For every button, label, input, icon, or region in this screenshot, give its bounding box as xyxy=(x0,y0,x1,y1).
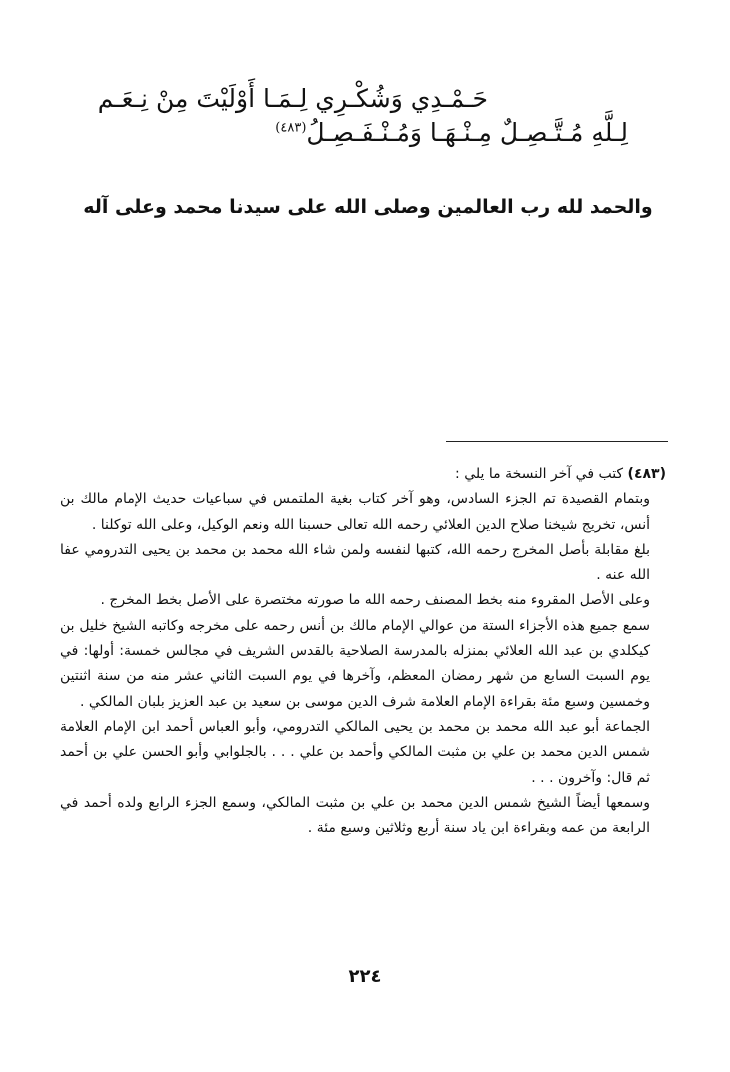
footnote-intro: كتب في آخر النسخة ما يلي : xyxy=(455,466,624,482)
footnote-block xyxy=(60,462,666,841)
page-number: ٢٢٤ xyxy=(348,966,382,987)
footnote-paragraph: وبتمام القصيدة تم الجزء السادس، وهو آخر كتاب بغية الملتمس في سباعيات حديث الإمام مالك بن أنس، تخريج شيخنا صلاح الدين العلائي رحمه الله تعالى حسبنا الله ونعم الوكيل، وعلى الله توكلنا . xyxy=(60,491,650,533)
poem-verse-second-hemistich xyxy=(275,118,628,147)
footnote-paragraph: الجماعة أبو عبد الله محمد بن محمد بن يحيى المالكي التدرومي، وأبو العباس أحمد ابن الإمام العلامة شمس الدين محمد بن علي بن مثبت المالكي وأحمد بن علي . . . بالجلوابي وأبو الحسن علي بن أحمد ثم قال: وآخرون . . . xyxy=(60,718,650,786)
footnote-separator-rule xyxy=(446,441,668,442)
footnote-heading xyxy=(60,462,666,487)
footnote-reference-marker: (٤٨٣) xyxy=(275,120,307,136)
poem-verse-first-hemistich xyxy=(98,84,488,113)
footnote-paragraph: بلغ مقابلة بأصل المخرج رحمه الله، كتبها لنفسه ولمن شاء الله محمد بن محمد بن يحيى التدرومي عفا الله عنه . xyxy=(60,541,650,584)
closing-doxology: والحمد لله رب العالمين وصلى الله على سيدنا محمد وعلى آله xyxy=(83,196,653,218)
verse-line-2-text: لِـلَّهِ مُـتَّـصِـلٌ مِـنْـهَـا وَمُـنْـفَـصِـلُ xyxy=(306,118,628,147)
footnote-paragraph: وسمعها أيضاً الشيخ شمس الدين محمد بن علي بن مثبت المالكي، وسمع الجزء الرابع ولده أحمد في الرابعة من عمه وبقراءة ابن ياد سنة أربع وثلاثين وسبع مئة . xyxy=(60,794,650,837)
footnote-paragraph: سمع جميع هذه الأجزاء الستة من عوالي الإمام مالك بن أنس رحمه على مخرجه وكاتبه الشيخ خليل بن كيكلدي بن عبد الله العلائي بمنزله بالمدرسة الصلاحية بالقدس الشريف في مجالس خمسة: أولها: في يوم السبت السابع من شهر رمضان المعظم، وآخرها في يوم السبت الثاني عشر منه من سنة اثنتين وخمسين وسبع مئة بقراءة الإمام العلامة شرف الدين موسى بن سعيد بن عبد العزيز بلبان المالكي . xyxy=(60,617,650,710)
footnote-number: (٤٨٣) xyxy=(627,466,666,482)
footnote-paragraph: وعلى الأصل المقروء منه بخط المصنف رحمه الله ما صورته مختصرة على الأصل بخط المخرج . xyxy=(100,592,650,609)
verse-line-1-text: حَـمْـدِي وَشُكْـرِي لِـمَـا أَوْلَيْتَ مِنْ نِـعَـم xyxy=(97,84,488,113)
